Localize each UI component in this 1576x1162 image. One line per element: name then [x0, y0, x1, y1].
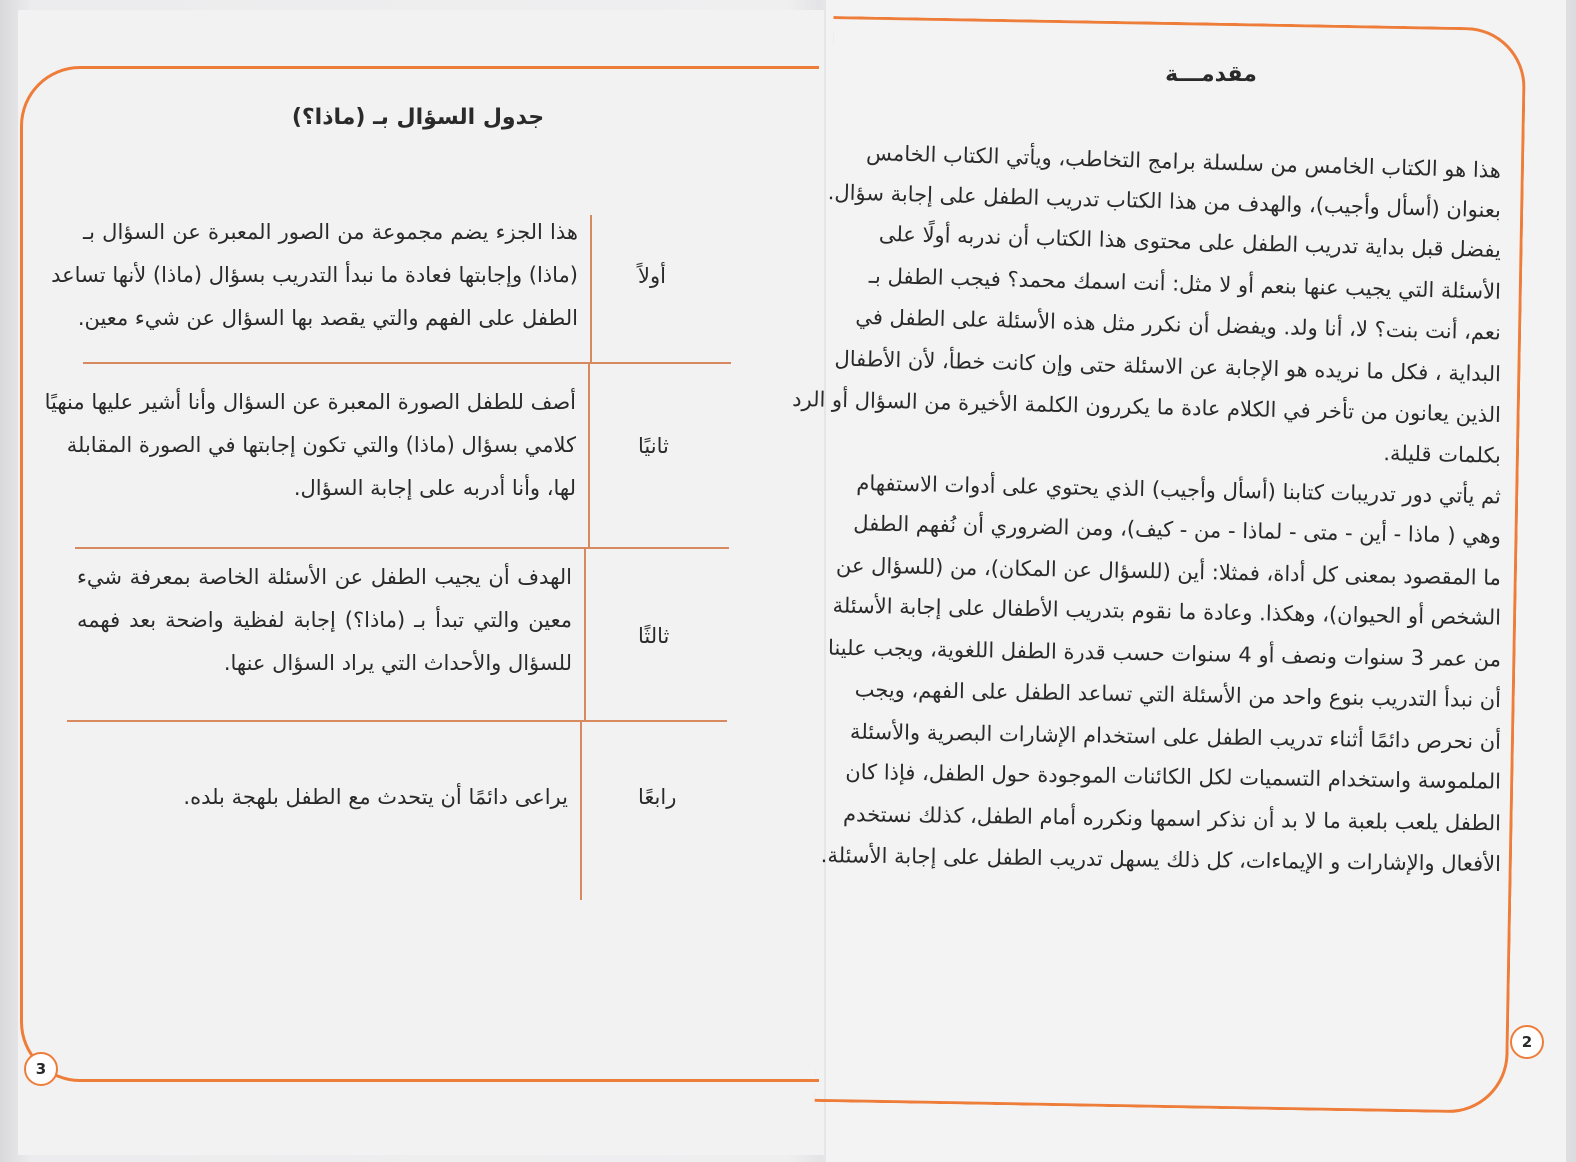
- intro-line: الأفعال والإشارات و الإيماءات، كل ذلك يسهل تدريب الطفل على إجابة الأسئلة.: [820, 843, 1502, 877]
- page-number: 3: [24, 1052, 58, 1086]
- intro-line: وهي ( ماذا - أين - متى - لماذا - من - كيف)، ومن الضروري أن نُفهم الطفل: [853, 511, 1502, 549]
- row-text-line: الهدف أن يجيب الطفل عن الأسئلة الخاصة بمعرفة شيء: [77, 565, 572, 589]
- row-label: ثانيًا: [638, 434, 669, 458]
- intro-line: هذا هو الكتاب الخامس من سلسلة برامج التخاطب، ويأتي الكتاب الخامس: [865, 140, 1502, 183]
- intro-line: ثم يأتي دور تدريبات كتابنا (أسأل وأجيب) الذي يحتوي على أدوات الاستفهام: [856, 470, 1502, 509]
- right-page: [791, 0, 1566, 1162]
- column-divider: [590, 215, 592, 362]
- row-text-line: للسؤال والأحداث التي يراد السؤال عنها.: [223, 651, 572, 675]
- row-text-line: أصف للطفل الصورة المعبرة عن السؤال وأنا أشير عليها منهيًا: [44, 390, 576, 414]
- row-divider: [75, 547, 729, 549]
- row-text-line: الطفل على الفهم والتي يقصد بها السؤال عن شيء معين.: [77, 306, 578, 330]
- intro-line: الأسئلة التي يجيب عنها بنعم أو لا مثل: أنت اسمك محمد؟ فيجب الطفل بـ: [868, 263, 1502, 304]
- row-text-line: (ماذا) وإجابتها فعادة ما نبدأ التدريب بسؤال (ماذا) لأنها تساعد: [51, 263, 578, 287]
- page-title: جدول السؤال بـ (ماذا؟): [291, 105, 545, 130]
- row-text-line: يراعى دائمًا أن يتحدث مع الطفل بلهجة بلده.: [183, 785, 568, 809]
- row-text-line: هذا الجزء يضم مجموعة من الصور المعبرة عن السؤال بـ: [83, 220, 578, 244]
- intro-line: أن نبدأ التدريب بنوع واحد من الأسئلة التي تساعد الطفل على الفهم، ويجب: [854, 677, 1502, 713]
- intro-line: من عمر 3 سنوات ونصف أو 4 سنوات حسب قدرة الطفل اللغوية، ويجب علينا: [827, 635, 1502, 672]
- row-divider: [83, 362, 731, 364]
- row-text-line: كلامي بسؤال (ماذا) والتي تكون إجابتها في الصورة المقابلة: [66, 433, 576, 457]
- page-title: مقدمـــة: [1165, 62, 1257, 87]
- column-divider: [584, 547, 586, 720]
- page-number: 2: [1510, 1025, 1544, 1059]
- row-label: أولاً: [638, 264, 666, 288]
- intro-line: الذين يعانون من تأخر في الكلام عادة ما يكررون الكلمة الأخيرة من السؤال أو الرد: [791, 386, 1502, 427]
- intro-line: ما المقصود بمعنى كل أداة، فمثلا: أين (للسؤال عن المكان)، من (للسؤال عن: [835, 553, 1502, 590]
- row-label: رابعًا: [638, 785, 677, 809]
- intro-line: نعم، أنت بنت؟ لا، أنا ولد. ويفضل أن نكرر مثل هذه الأسئلة على الطفل في: [855, 304, 1502, 345]
- column-divider: [580, 720, 582, 900]
- intro-line: يفضل قبل بداية تدريب الطفل على محتوى هذا الكتاب أن ندربه أولًا على: [878, 221, 1502, 263]
- intro-line: بعنوان (أسأل وأجيب)، والهدف من هذا الكتاب تدريب الطفل على إجابة سؤال.: [827, 180, 1502, 223]
- row-label: ثالثًا: [638, 624, 670, 648]
- intro-line: أن نحرص دائمًا أثناء تدريب الطفل على استخدام الإشارات البصرية والأسئلة: [849, 719, 1502, 754]
- left-page: [18, 10, 824, 1155]
- intro-line: الملموسة واستخدام التسميات لكل الكائنات الموجودة حول الطفل، فإذا كان: [845, 759, 1502, 794]
- intro-line: البداية ، فكل ما نريده هو الإجابة عن الاسئلة حتى وإن كانت خطأ، لأن الأطفال: [834, 346, 1502, 387]
- row-text-line: معين والتي تبدأ بـ (ماذا؟) إجابة لفظية واضحة بعد فهمه: [77, 608, 572, 632]
- row-divider: [67, 720, 727, 722]
- column-divider: [588, 362, 590, 547]
- intro-line: الشخص أو الحيوان)، وهكذا. وعادة ما نقوم بتدريب الأطفال على إجابة الأسئلة: [832, 593, 1502, 630]
- row-text-line: لها، وأنا أدربه على إجابة السؤال.: [293, 476, 576, 500]
- intro-line: بكلمات قليلة.: [1383, 441, 1502, 468]
- intro-line: الطفل يلعب بلعبة ما لا بد أن نذكر اسمها ونكرره أمام الطفل، كذلك نستخدم: [842, 802, 1502, 836]
